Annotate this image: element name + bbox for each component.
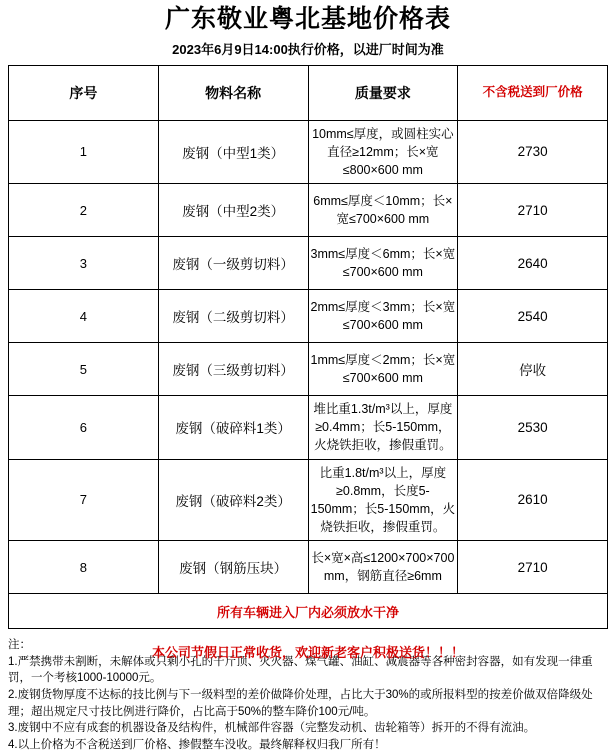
table-row [9,459,608,541]
column-header-index: 序号 [9,65,159,120]
row-material: 废钢（二级剪切料） [158,290,308,343]
price-table [8,65,608,629]
row-price: 2710 [458,184,608,237]
row-index: 3 [9,237,159,290]
row-index: 8 [9,541,159,594]
table-header [9,65,608,120]
row-material: 废钢（三级剪切料） [158,343,308,396]
row-quality: 2mm≤厚度＜3mm；长×宽≤700×600 mm [308,290,458,343]
table-row [9,237,608,290]
notes-heading: 注： [8,639,31,651]
row-price: 2530 [458,396,608,459]
row-material: 废钢（中型2类） [158,184,308,237]
row-price: 2730 [458,120,608,183]
row-material: 废钢（破碎料2类） [158,459,308,541]
row-quality: 6mm≤厚度＜10mm；长×宽≤700×600 mm [308,184,458,237]
effective-time-subtitle: 2023年6月9日14:00执行价格，以进厂时间为准 [172,41,444,57]
row-index: 7 [9,459,159,541]
note-line: 1.严禁携带未割断，未解体或只剩小孔的千斤顶、灭火器、煤气罐、油缸、减震器等各种密封容器，如有发现一律重罚，一个考核1000-10000元。 [8,655,593,685]
table-row [9,290,608,343]
row-quality: 堆比重1.3t/m³以上，厚度≥0.4mm；长5-150mm，火烧铁拒收，掺假重罚。 [308,396,458,459]
row-price: 停收 [458,343,608,396]
row-quality: 3mm≤厚度＜6mm；长×宽≤700×600 mm [308,237,458,290]
row-material: 废钢（一级剪切料） [158,237,308,290]
table-row [9,541,608,594]
table-row [9,184,608,237]
row-quality: 10mm≤厚度，或圆柱实心直径≥12mm；长×宽≤800×600 mm [308,120,458,183]
footer-announcement: 本公司节假日正常收货，欢迎新老客户积极送货！！！ [151,645,464,660]
row-index: 5 [9,343,159,396]
row-price: 2710 [458,541,608,594]
note-line: 2.废钢货物厚度不达标的技比例与下一级料型的差价做降价处理，占比大于30%的或所报料型的按差价做双倍降级处理；超出规定尺寸技比例进行降价，占比高于50%的整车降价100元/吨。 [8,689,593,718]
row-index: 1 [9,120,159,183]
column-header-quality: 质量要求 [308,65,458,120]
page-title: 广东敬业粤北基地价格表 [164,6,451,33]
row-price: 2640 [458,237,608,290]
table-header-row [9,65,608,120]
note-line: 3.废钢中不应有成套的机器设备及结构件，机械部件容器（完整发动机、齿轮箱等）拆开的不得有流油。 [8,722,536,735]
table-row [9,396,608,459]
row-quality: 1mm≤厚度＜2mm；长×宽≤700×600 mm [308,343,458,396]
table-body [9,120,608,628]
row-material: 废钢（破碎料1类） [158,396,308,459]
row-index: 4 [9,290,159,343]
row-index: 2 [9,184,159,237]
note-line: 4.以上价格为不含税送到厂价格、掺假整车没收。最终解释权归我厂所有！ [8,739,386,752]
drain-water-notice: 所有车辆进入厂内必须放水干净 [9,594,608,629]
row-quality: 长×宽×高≤1200×700×700 mm，钢筋直径≥6mm [308,541,458,594]
column-header-price: 不含税送到厂价格 [458,65,608,120]
row-price: 2540 [458,290,608,343]
table-row [9,120,608,183]
column-header-material: 物料名称 [158,65,308,120]
row-material: 废钢（中型1类） [158,120,308,183]
table-row [9,343,608,396]
table-notice-row [9,594,608,629]
row-index: 6 [9,396,159,459]
row-quality: 比重1.8t/m³以上，厚度≥0.8mm，长度5-150mm；长5-150mm，火烧铁拒收，掺假重罚。 [308,459,458,541]
row-price: 2610 [458,459,608,541]
row-material: 废钢（钢筋压块） [158,541,308,594]
